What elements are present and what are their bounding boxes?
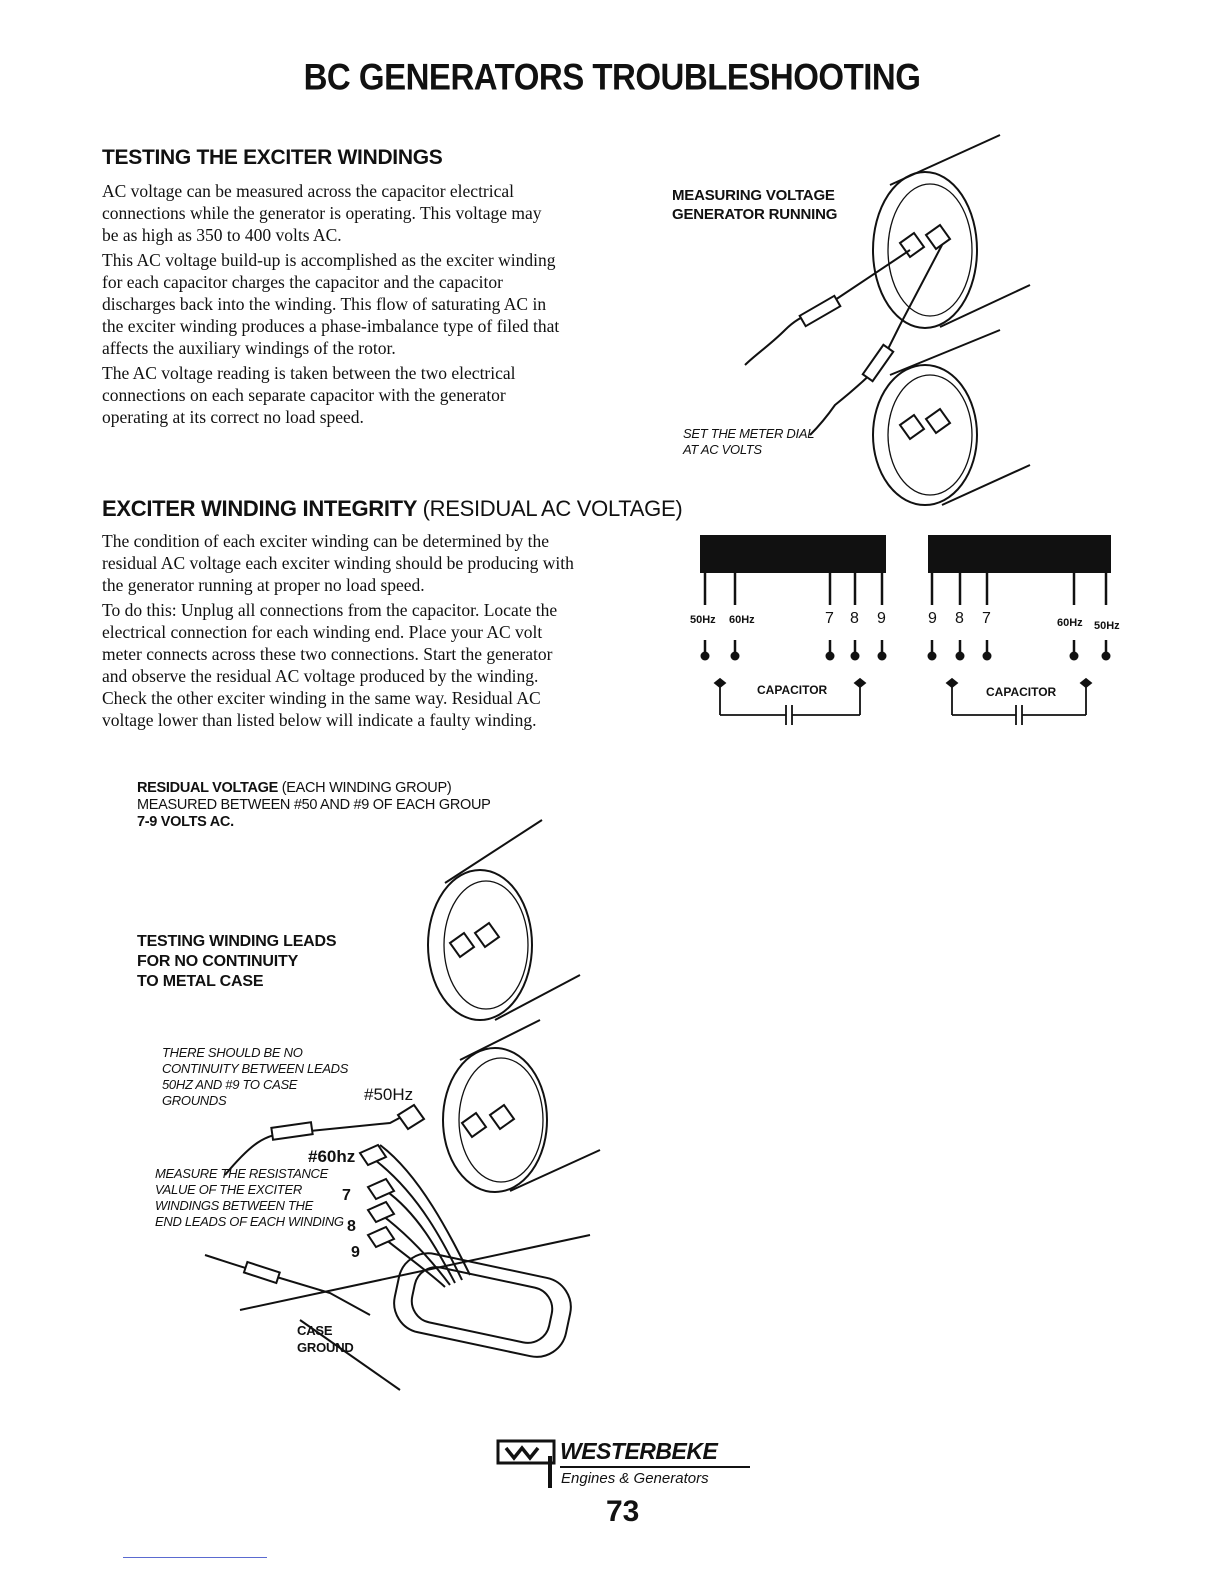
terminal-block-right [928, 535, 1111, 573]
section-heading-winding-integrity [102, 496, 682, 522]
lead-label-9: 9 [351, 1244, 360, 1261]
label-terminal-9-left: 9 [877, 610, 886, 627]
section2-paragraph: To do this: Unplug all connections from the capacitor. Locate the electrical connection for each winding end. Place your AC volt meter connects across these two connections. Start the generator and observe the residual AC voltage produced by the winding. Check the other exciter winding in the same way. Residual AC voltage lower than listed below will indicate a faulty winding. [102, 600, 558, 730]
brand-name: WESTERBEKE [560, 1438, 718, 1464]
label-terminal-7-left: 7 [825, 610, 834, 627]
residual-line2: MEASURED BETWEEN #50 AND #9 OF EACH GROUP [137, 797, 491, 813]
fig-top-caption-line1: MEASURING VOLTAGE [672, 187, 835, 204]
label-50hz-left: 50Hz [690, 614, 716, 626]
brand-tagline: Engines & Generators [561, 1470, 709, 1487]
westerbeke-logo-mark [496, 1438, 566, 1468]
section1-paragraph: The AC voltage reading is taken between the two electrical connections on each separate capacitor with the generator operating at its correct no load speed. [102, 363, 516, 427]
fig-top-note-line2: AT AC VOLTS [683, 442, 762, 457]
residual-line1: RESIDUAL VOLTAGE (EACH WINDING GROUP) [137, 780, 452, 796]
capacitor-label-right: CAPACITOR [986, 685, 1057, 699]
label-terminal-8-right: 8 [955, 610, 964, 627]
lead-label-7: 7 [342, 1187, 351, 1204]
lead-label-50hz: #50Hz [364, 1085, 414, 1104]
label-60hz-right: 60Hz [1057, 617, 1083, 629]
residual-line3: 7-9 VOLTS AC. [137, 814, 234, 830]
section-heading-exciter-windings: TESTING THE EXCITER WINDINGS [102, 146, 443, 169]
label-terminal-7-right: 7 [982, 610, 991, 627]
section2-body [102, 530, 580, 731]
capacitor-label-left: CAPACITOR [757, 683, 828, 697]
case-ground-label: CASE GROUND [297, 1323, 354, 1355]
terminal-block-left [700, 535, 886, 573]
fig-bottom-caption [137, 932, 336, 992]
fig-bottom-note-resistance: MEASURE THE RESISTANCE VALUE OF THE EXCITER WINDINGS BETWEEN THE END LEADS OF EACH WINDING [155, 1166, 344, 1229]
fig-bottom-caption-line2: FOR NO CONTINUITY [137, 953, 299, 970]
label-terminal-8-left: 8 [850, 610, 859, 627]
page-number: 73 [606, 1495, 640, 1528]
terminal-diagram [690, 535, 1130, 735]
fig-bottom-note-continuity: THERE SHOULD BE NO CONTINUITY BETWEEN LEADS 50HZ AND #9 TO CASE GROUNDS [162, 1045, 349, 1108]
lead-label-60hz: #60hz [308, 1147, 356, 1166]
fig-bottom-caption-line3: TO METAL CASE [137, 973, 264, 990]
page-title: BC GENERATORS TROUBLESHOOTING [303, 55, 921, 98]
label-60hz-left: 60Hz [729, 614, 755, 626]
lead-label-8: 8 [347, 1218, 356, 1235]
fig-top-caption-line2: GENERATOR RUNNING [672, 206, 838, 223]
section1-body [102, 180, 562, 428]
fig-bottom-caption-line1: TESTING WINDING LEADS [137, 933, 337, 950]
heading-bold-part: EXCITER WINDING INTEGRITY [102, 496, 417, 521]
fig-top-note-line1: SET THE METER DIAL [683, 426, 815, 441]
section2-paragraph: The condition of each exciter winding can be determined by the residual AC voltage each exciter winding should be producing with the generator running at proper no load speed. [102, 531, 574, 595]
fig-top-caption [672, 186, 837, 224]
section1-paragraph: AC voltage can be measured across the capacitor electrical connections while the generator is operating. This voltage may be as high as 350 to 400 volts AC. [102, 181, 542, 245]
label-50hz-right: 50Hz [1094, 620, 1120, 632]
section1-paragraph: This AC voltage build-up is accomplished as the exciter winding for each capacitor charges the capacitor and the capacitor discharges back into the winding. This flow of saturating AC in the exciter winding produces a phase-imbalance type of filed that affects the auxiliary windings of the rotor. [102, 250, 560, 358]
label-terminal-9-right: 9 [928, 610, 937, 627]
brand-underline [560, 1466, 750, 1468]
bottom-rule [123, 1557, 267, 1558]
logo-divider [548, 1456, 552, 1488]
heading-light-part: (RESIDUAL AC VOLTAGE) [422, 496, 683, 521]
fig-top-note [683, 426, 814, 458]
